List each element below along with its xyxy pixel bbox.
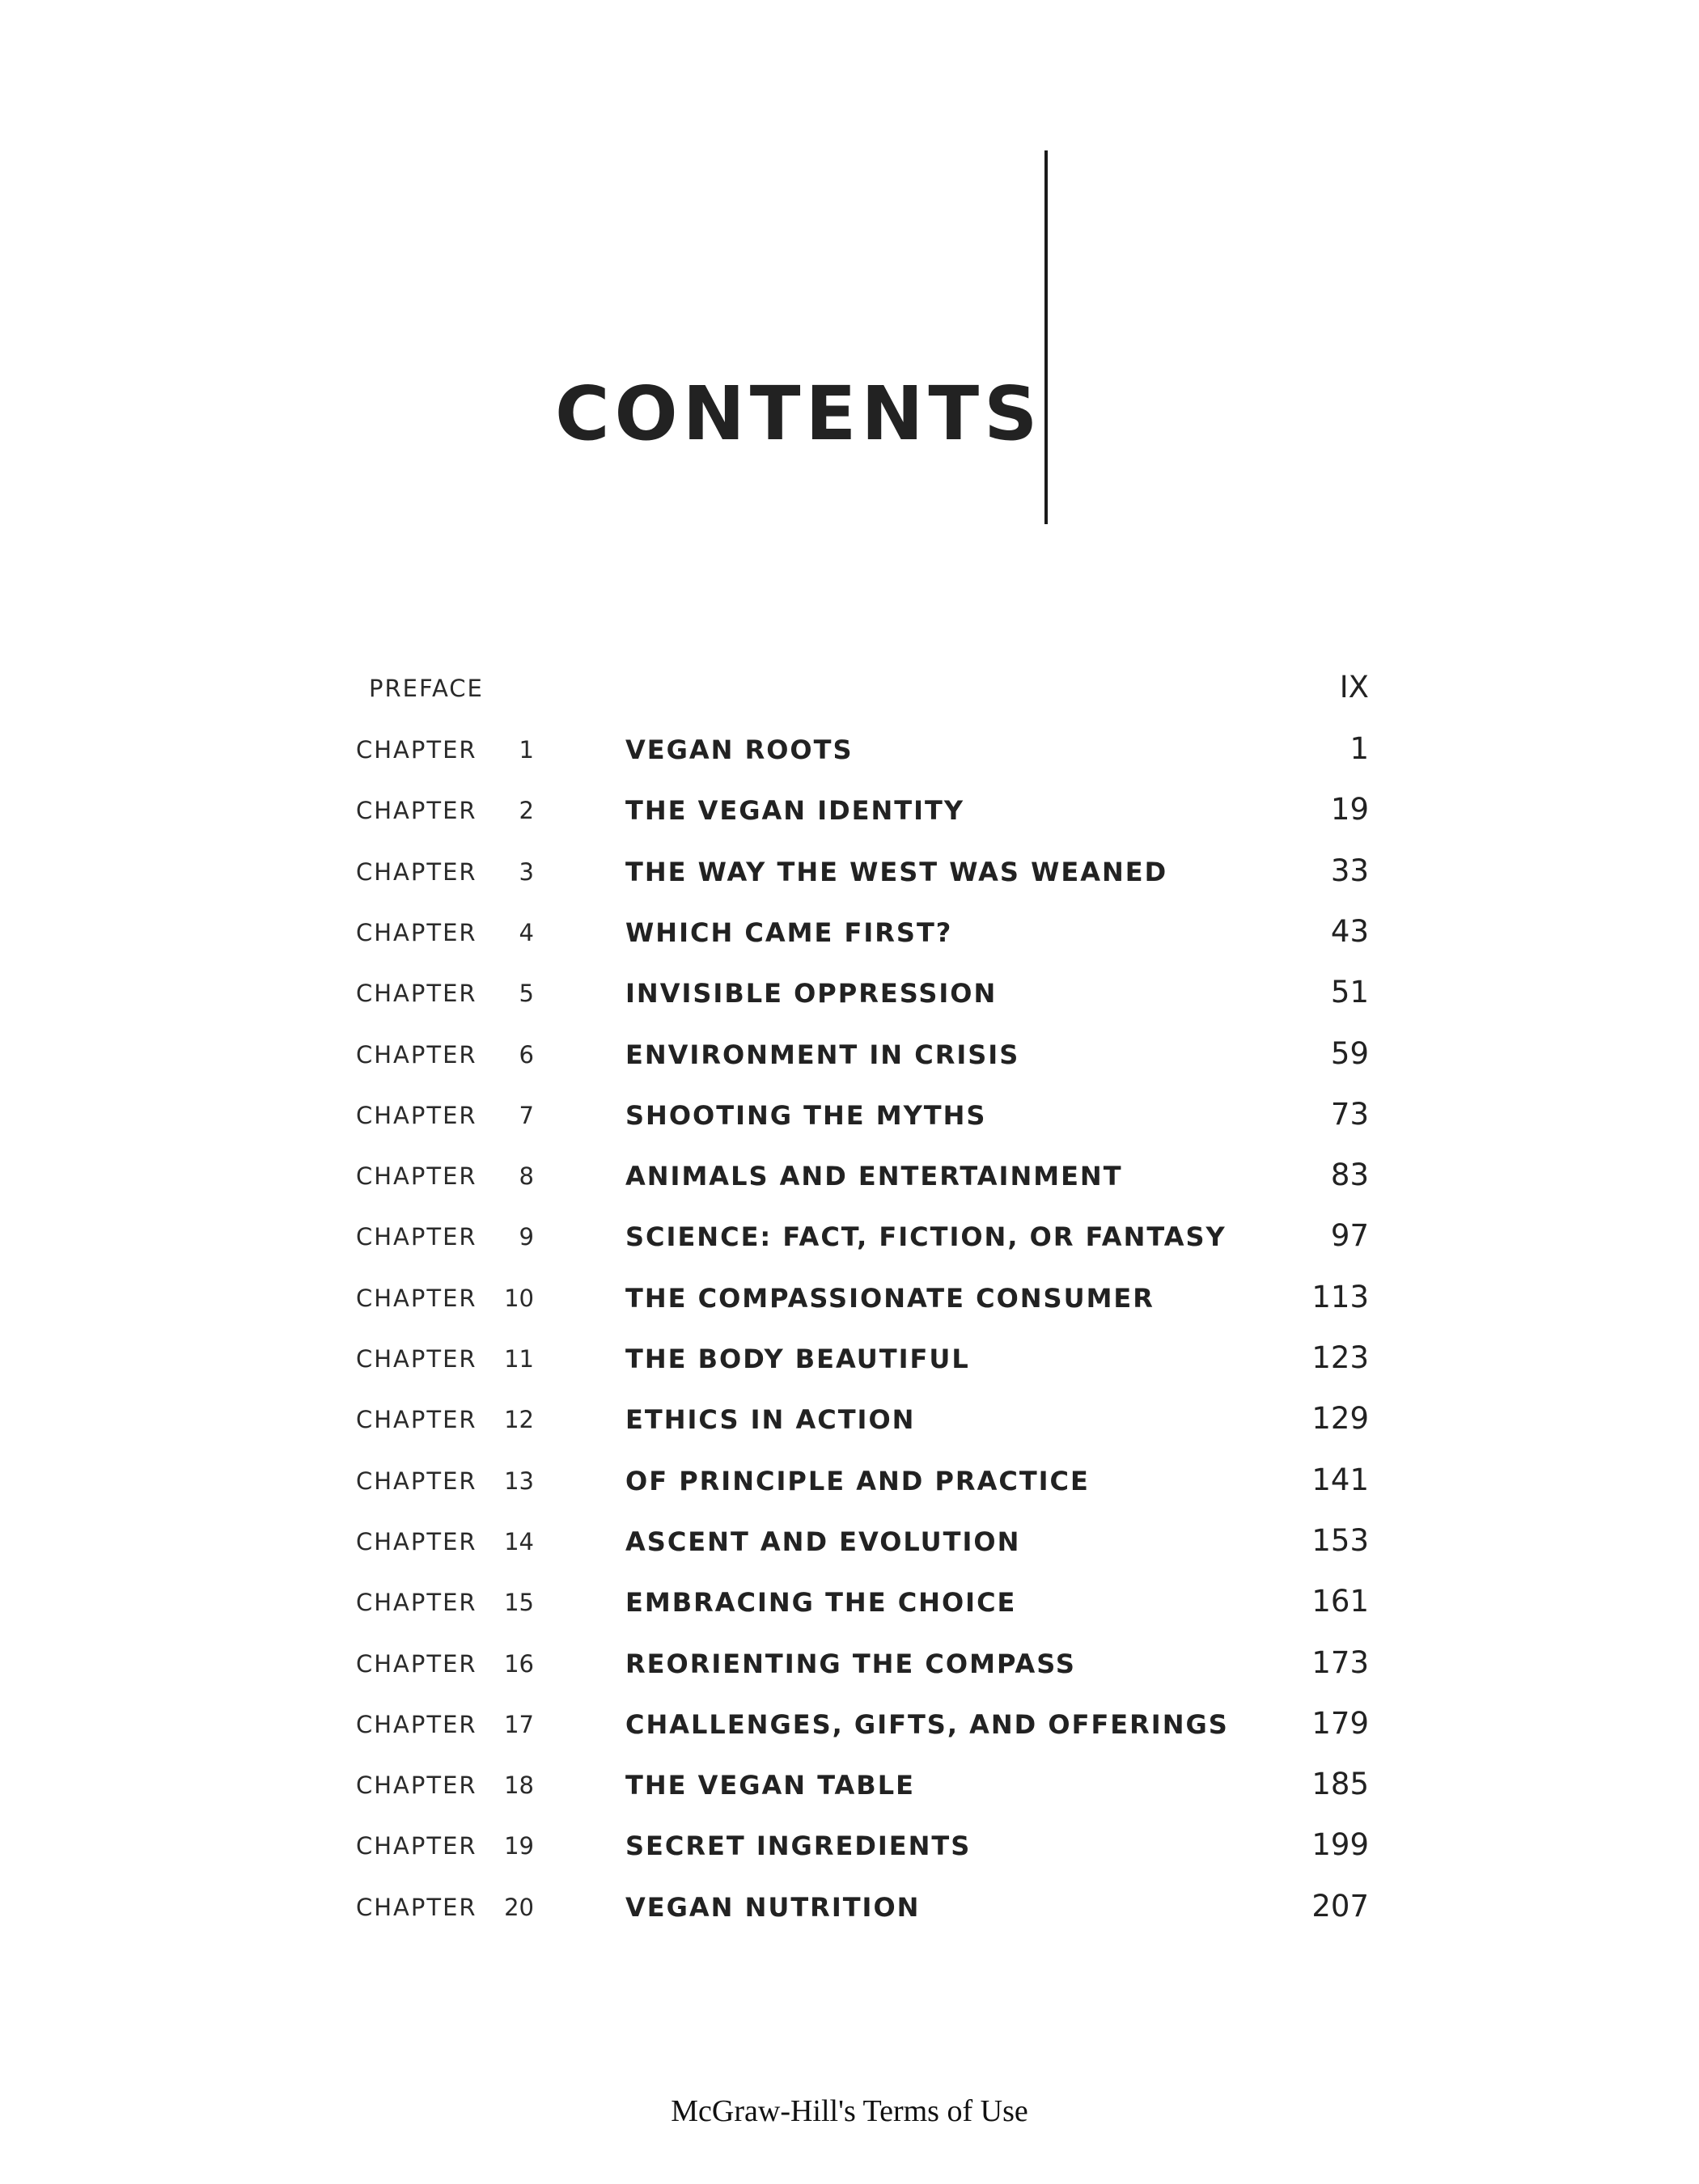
toc-row-chapter[interactable] xyxy=(0,847,1699,895)
chapter-page: 179 xyxy=(1311,1706,1369,1741)
chapter-title: ASCENT AND EVOLUTION xyxy=(625,1526,1021,1557)
chapter-label: CHAPTER xyxy=(356,1528,477,1555)
toc-row-chapter[interactable] xyxy=(0,1456,1699,1505)
toc-row-chapter[interactable] xyxy=(0,725,1699,773)
chapter-label: CHAPTER xyxy=(356,1162,477,1190)
chapter-title: SCIENCE: FACT, FICTION, OR FANTASY xyxy=(625,1221,1227,1252)
chapter-number: 18 xyxy=(504,1771,534,1799)
chapter-page: 73 xyxy=(1330,1097,1369,1132)
chapter-title: OF PRINCIPLE AND PRACTICE xyxy=(625,1466,1090,1496)
page-title: CONTENTS xyxy=(555,370,1043,457)
chapter-label: CHAPTER xyxy=(356,919,477,946)
chapter-label: CHAPTER xyxy=(356,1467,477,1495)
chapter-label: CHAPTER xyxy=(356,1589,477,1616)
chapter-number: 2 xyxy=(519,797,534,824)
toc-row-chapter[interactable] xyxy=(0,1577,1699,1626)
toc-row-chapter[interactable] xyxy=(0,1212,1699,1260)
chapter-page: 161 xyxy=(1311,1584,1369,1619)
chapter-page: 141 xyxy=(1311,1462,1369,1497)
chapter-label: CHAPTER xyxy=(356,1894,477,1921)
chapter-title: EMBRACING THE CHOICE xyxy=(625,1587,1017,1618)
chapter-page: 207 xyxy=(1311,1889,1369,1924)
toc-row-chapter[interactable] xyxy=(0,1882,1699,1931)
toc-row-chapter[interactable] xyxy=(0,1699,1699,1748)
chapter-title: THE VEGAN TABLE xyxy=(625,1770,915,1801)
chapter-title: ETHICS IN ACTION xyxy=(625,1404,916,1435)
chapter-title: THE BODY BEAUTIFUL xyxy=(625,1344,970,1374)
chapter-title: THE WAY THE WEST WAS WEANED xyxy=(625,857,1168,887)
chapter-number: 8 xyxy=(519,1162,534,1190)
chapter-number: 11 xyxy=(504,1345,534,1373)
chapter-label: CHAPTER xyxy=(356,797,477,824)
chapter-page: 1 xyxy=(1349,731,1369,766)
preface-label: PREFACE xyxy=(369,675,484,702)
chapter-label: CHAPTER xyxy=(356,1223,477,1251)
preface-page: IX xyxy=(1339,670,1369,705)
chapter-page: 153 xyxy=(1311,1523,1369,1558)
chapter-number: 12 xyxy=(504,1406,534,1433)
chapter-number: 13 xyxy=(504,1467,534,1495)
chapter-page: 19 xyxy=(1330,792,1369,827)
toc-row-chapter[interactable] xyxy=(0,1395,1699,1443)
chapter-label: CHAPTER xyxy=(356,1406,477,1433)
chapter-page: 123 xyxy=(1311,1340,1369,1375)
chapter-number: 5 xyxy=(519,980,534,1007)
vertical-rule xyxy=(1044,150,1048,524)
chapter-label: CHAPTER xyxy=(356,858,477,886)
chapter-number: 20 xyxy=(504,1894,534,1921)
chapter-label: CHAPTER xyxy=(356,1345,477,1373)
chapter-number: 17 xyxy=(504,1711,534,1738)
toc-row-chapter[interactable] xyxy=(0,1151,1699,1200)
chapter-page: 185 xyxy=(1311,1767,1369,1801)
chapter-number: 19 xyxy=(504,1832,534,1860)
chapter-page: 59 xyxy=(1330,1036,1369,1071)
toc-row-chapter[interactable] xyxy=(0,1821,1699,1869)
chapter-label: CHAPTER xyxy=(356,736,477,764)
toc-row-chapter[interactable] xyxy=(0,785,1699,834)
chapter-number: 10 xyxy=(504,1285,534,1312)
chapter-title: THE COMPASSIONATE CONSUMER xyxy=(625,1283,1155,1314)
chapter-title: SHOOTING THE MYTHS xyxy=(625,1100,987,1131)
chapter-number: 1 xyxy=(519,736,534,764)
chapter-title: VEGAN NUTRITION xyxy=(625,1892,921,1923)
chapter-title: VEGAN ROOTS xyxy=(625,734,854,765)
chapter-page: 173 xyxy=(1311,1645,1369,1680)
chapter-page: 51 xyxy=(1330,975,1369,1009)
chapter-title: CHALLENGES, GIFTS, AND OFFERINGS xyxy=(625,1709,1229,1740)
chapter-page: 83 xyxy=(1330,1158,1369,1192)
chapter-title: INVISIBLE OPPRESSION xyxy=(625,978,998,1009)
chapter-label: CHAPTER xyxy=(356,1832,477,1860)
chapter-title: ANIMALS AND ENTERTAINMENT xyxy=(625,1161,1123,1191)
chapter-number: 3 xyxy=(519,858,534,886)
chapter-label: CHAPTER xyxy=(356,1285,477,1312)
chapter-title: SECRET INGREDIENTS xyxy=(625,1831,972,1861)
chapter-label: CHAPTER xyxy=(356,1711,477,1738)
toc-row-chapter[interactable] xyxy=(0,1334,1699,1382)
chapter-label: CHAPTER xyxy=(356,1102,477,1129)
chapter-title: REORIENTING THE COMPASS xyxy=(625,1649,1076,1679)
chapter-number: 6 xyxy=(519,1041,534,1069)
chapter-label: CHAPTER xyxy=(356,1771,477,1799)
toc-row-chapter[interactable] xyxy=(0,1090,1699,1139)
chapter-title: WHICH CAME FIRST? xyxy=(625,917,953,948)
chapter-page: 129 xyxy=(1311,1401,1369,1436)
chapter-number: 4 xyxy=(519,919,534,946)
chapter-number: 15 xyxy=(504,1589,534,1616)
chapter-page: 199 xyxy=(1311,1827,1369,1862)
chapter-number: 16 xyxy=(504,1650,534,1678)
chapter-title: THE VEGAN IDENTITY xyxy=(625,795,965,826)
toc-row-chapter[interactable] xyxy=(0,908,1699,956)
chapter-page: 113 xyxy=(1311,1280,1369,1314)
chapter-number: 14 xyxy=(504,1528,534,1555)
toc-row-preface[interactable] xyxy=(0,663,1699,712)
chapter-label: CHAPTER xyxy=(356,980,477,1007)
toc-row-chapter[interactable] xyxy=(0,1517,1699,1565)
chapter-page: 97 xyxy=(1330,1218,1369,1253)
chapter-number: 9 xyxy=(519,1223,534,1251)
chapter-title: ENVIRONMENT IN CRISIS xyxy=(625,1039,1020,1070)
terms-of-use-link[interactable]: McGraw-Hill's Terms of Use xyxy=(671,2094,1028,2128)
toc-row-chapter[interactable] xyxy=(0,1030,1699,1078)
toc-row-chapter[interactable] xyxy=(0,968,1699,1017)
toc-row-chapter[interactable] xyxy=(0,1760,1699,1809)
chapter-page: 33 xyxy=(1330,853,1369,888)
toc-row-chapter[interactable] xyxy=(0,1273,1699,1322)
chapter-number: 7 xyxy=(519,1102,534,1129)
chapter-page: 43 xyxy=(1330,914,1369,949)
chapter-label: CHAPTER xyxy=(356,1041,477,1069)
chapter-label: CHAPTER xyxy=(356,1650,477,1678)
toc-row-chapter[interactable] xyxy=(0,1639,1699,1687)
